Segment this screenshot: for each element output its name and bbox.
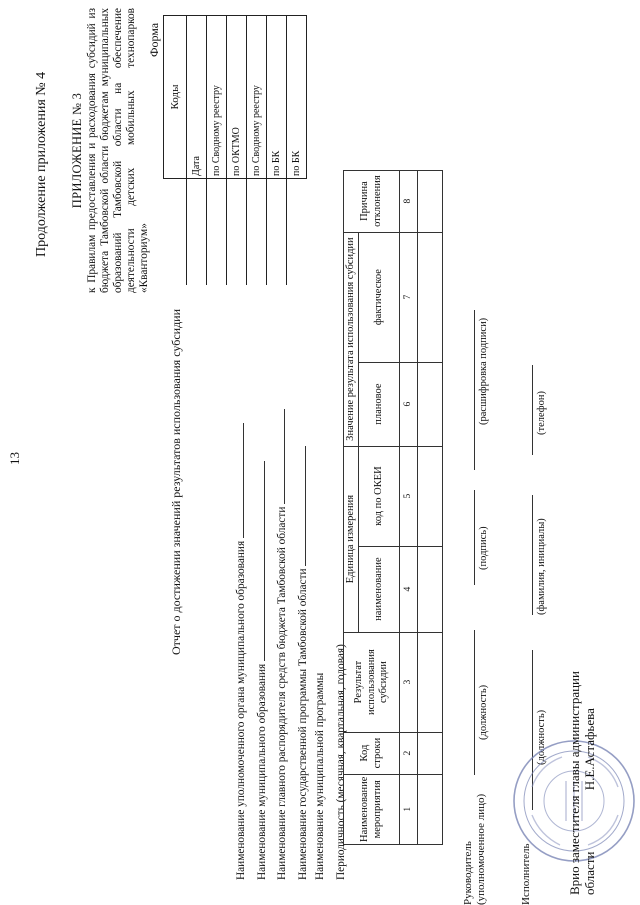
codes-row-label xyxy=(287,179,307,286)
header-result: Результат использования субсидии xyxy=(344,632,400,732)
header-value: Значение результата использования субсидии xyxy=(344,232,359,446)
appendix-block xyxy=(70,8,151,293)
empty-cell[interactable] xyxy=(418,632,443,732)
codes-table xyxy=(163,15,307,285)
caption-name: (фамилия, инициалы) xyxy=(536,518,547,615)
report-fields xyxy=(232,280,355,880)
field-fill-line[interactable] xyxy=(253,461,265,661)
field-row xyxy=(294,280,315,880)
caption-position2: (должность) xyxy=(536,709,547,765)
column-number: 5 xyxy=(400,446,418,546)
executor-label: Исполнитель xyxy=(520,843,532,905)
codes-row-date: Дата xyxy=(187,16,207,179)
header-event-name: Наименование мероприятия xyxy=(344,774,400,844)
codes-row-label xyxy=(207,179,227,286)
field-label: Наименование главного распорядителя средств бюджета Тамбовской области xyxy=(276,506,288,880)
header-actual: фактическое xyxy=(359,232,400,362)
head-decoding-line[interactable] xyxy=(474,310,475,470)
field-row xyxy=(273,280,294,880)
codes-row-oktmo: по ОКТМО xyxy=(227,16,247,179)
field-fill-line[interactable] xyxy=(232,423,244,538)
column-number: 8 xyxy=(400,170,418,232)
appendix-continuation-header: Продолжение приложения № 4 xyxy=(34,71,49,257)
field-label: Наименование государственной программы Тамбовской области xyxy=(296,568,309,880)
caption-signature: (подпись) xyxy=(478,526,489,570)
header-unit-name: наименование xyxy=(359,546,400,632)
caption-phone: (телефон) xyxy=(536,391,547,435)
field-fill-line[interactable] xyxy=(273,409,285,504)
footer-name: Н.Е.Астафьева xyxy=(581,708,597,791)
column-number: 7 xyxy=(400,232,418,362)
field-row xyxy=(253,280,274,880)
empty-cell[interactable] xyxy=(418,362,443,446)
empty-cell[interactable] xyxy=(418,170,443,232)
codes-header: Коды xyxy=(164,16,187,179)
header-deviation-reason: Причина отклонения xyxy=(344,170,400,232)
field-row xyxy=(314,280,335,880)
page-number: 13 xyxy=(7,452,22,465)
footer-signatory xyxy=(568,671,598,895)
executor-name-line[interactable] xyxy=(532,495,533,615)
codes-row-label xyxy=(187,179,207,286)
appendix-text: к Правилам предоставления и расходования субсидий из бюджета Тамбовской области бюджетам муниципальных образований Тамбовской области на обеспечение деятельности детских мобильных технопарков «Кванториум» xyxy=(86,8,151,293)
codes-row-label xyxy=(247,179,267,286)
codes-row-label xyxy=(267,179,287,286)
codes-row-registry-2: по Сводному реестру xyxy=(247,16,267,179)
form-label: Форма xyxy=(147,22,161,57)
header-row-code: Код строки xyxy=(344,732,400,774)
head-position-line[interactable] xyxy=(474,630,475,775)
field-fill-line[interactable] xyxy=(294,446,306,566)
appendix-title: ПРИЛОЖЕНИЕ № 3 xyxy=(70,92,84,209)
results-table xyxy=(343,170,443,845)
header-planned: плановое xyxy=(359,362,400,446)
codes-blank-cell xyxy=(164,179,187,286)
empty-cell[interactable] xyxy=(418,546,443,632)
column-number: 2 xyxy=(400,732,418,774)
report-title: Отчет о достижении значений результатов использования субсидии xyxy=(169,308,183,655)
column-number: 1 xyxy=(400,774,418,844)
column-number: 3 xyxy=(400,632,418,732)
head-label-sub: (уполномоченное лицо) xyxy=(475,793,487,905)
head-signature-block xyxy=(462,5,502,905)
codes-row-bk-2: по БК xyxy=(287,16,307,179)
footer-line1: Врио заместителя главы администрации xyxy=(567,671,582,895)
codes-row-registry-1: по Сводному реестру xyxy=(207,16,227,179)
field-label: Наименование муниципальной программы xyxy=(314,672,326,880)
empty-cell[interactable] xyxy=(418,446,443,546)
empty-cell[interactable] xyxy=(418,774,443,844)
field-label: Наименование уполномоченного органа муниципального образования xyxy=(235,540,247,880)
footer-line2: области xyxy=(581,851,597,895)
codes-row-label xyxy=(227,179,247,286)
codes-row-bk-1: по БК xyxy=(267,16,287,179)
footer-line2-row xyxy=(583,671,598,895)
caption-decoding: (расшифровка подписи) xyxy=(478,317,489,425)
field-row xyxy=(232,280,253,880)
executor-phone-line[interactable] xyxy=(532,365,533,455)
empty-cell[interactable] xyxy=(418,232,443,362)
empty-cell[interactable] xyxy=(418,732,443,774)
column-number: 6 xyxy=(400,362,418,446)
caption-position: (должность) xyxy=(478,684,489,740)
head-signature-line[interactable] xyxy=(474,490,475,585)
head-label: Руководитель xyxy=(462,841,474,905)
field-label: Периодичность (месячная, квартальная, годовая) xyxy=(334,644,347,880)
column-number: 4 xyxy=(400,546,418,632)
header-unit: Единица измерения xyxy=(344,446,359,632)
field-label: Наименование муниципального образования xyxy=(255,663,268,880)
header-unit-code: код по ОКЕИ xyxy=(359,446,400,546)
